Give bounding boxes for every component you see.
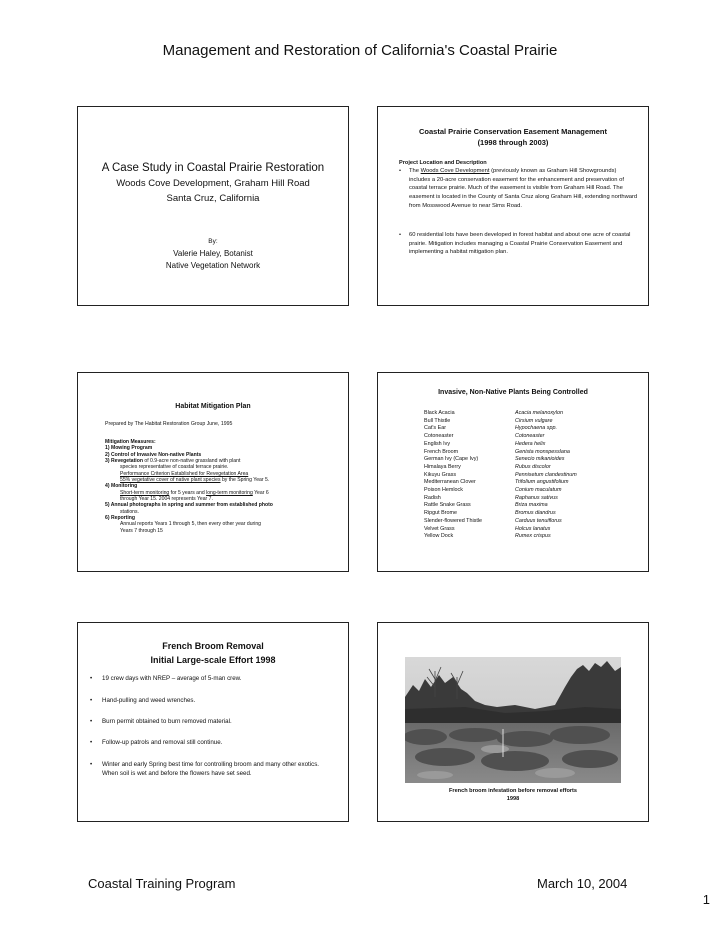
footer-program: Coastal Training Program [88,876,236,891]
plant-scientific-name: Holcus lanatus [515,525,551,532]
plant-common-name: Cotoneaster [424,433,454,440]
measure-3-line2: species representative of coastal terrace prairie. [120,464,229,471]
plant-row [424,533,577,541]
broom-infestation-photo [405,657,621,783]
plant-common-name: Bull Thistle [424,417,451,424]
plant-common-name: Yellow Dock [424,533,454,540]
slide-easement-management [377,106,649,306]
plant-scientific-name: Raphanus sativus [515,494,558,501]
slide-french-broom-removal [77,622,349,822]
measure-4: 4) Monitoring [105,483,138,490]
measure-text: Year 6 [252,489,269,496]
measure-3-criterion: Performance Criterion Established for Revegetation Area [120,470,249,477]
plant-row [424,502,577,510]
plant-scientific-name: Trifolium angustifolium [515,479,569,486]
plant-row [424,479,577,487]
plant-scientific-name: Cirsium vulgare [515,417,553,424]
plant-scientific-name: Hypochaena spp. [515,425,557,432]
measure-6-line3: Years 7 through 15 [120,527,163,534]
plant-common-name: French Broom [424,448,459,455]
plant-row [424,495,577,503]
measures-label: Mitigation Measures: [105,439,156,445]
slide1-author: Valerie Haley, Botanist [173,249,253,258]
plant-common-name: Cat's Ear [424,425,446,432]
slide3-prepared-by: Prepared by The Habitat Restoration Group June, 1995 [105,421,233,427]
photo-caption-line1: French broom infestation before removal efforts [448,788,578,794]
slide2-title-line1: Coastal Prairie Conservation Easement Management [419,127,607,136]
slide5-bullet: • Hand-pulling and weed wrenches. [90,697,335,706]
measure-1: 1) Mowing Program [105,445,153,452]
page-number: 1 [702,892,710,907]
slide2-title-line2: (1998 through 2003) [477,138,549,147]
plant-scientific-name: Acacia melanoxylon [515,410,563,416]
page-title: Management and Restoration of California's Coastal Prairie [162,42,558,59]
photo-caption [378,787,648,803]
plant-row [424,472,577,480]
plant-common-name: Ripgut Brome [424,510,457,517]
plant-scientific-name: Rumex crispus [515,533,551,540]
plant-row [424,510,577,518]
plant-row [424,464,577,472]
plant-row [424,526,577,534]
plant-scientific-name: Senecio mikanioides [515,456,565,463]
measure-number: 3) [105,458,111,465]
slide5-bullet: • 19 crew days with NREP – average of 5-man crew. [90,675,335,684]
slide1-by-label: By: [208,238,218,245]
plant-scientific-name: Carduus tenuiflorus [515,517,562,524]
plant-scientific-name: Rubus discolor [515,463,551,470]
measure-text: of 0.9-acre non-native grassland with plant [142,458,241,465]
slide-invasive-plants [377,372,649,572]
plant-row [424,418,577,426]
slide3-title: Habitat Mitigation Plan [175,403,251,410]
measure-name: Revegetation [110,458,143,465]
plant-scientific-name: Hedera helix [515,440,546,447]
plant-common-name: Mediterranean Clover [424,479,476,486]
measure-2: 2) Control of Invasive Non-native Plants [105,451,202,458]
criterion-text: by the Spring Year 5. [220,477,270,484]
slide2-section-heading: Project Location and Description [399,160,487,166]
plant-row [424,456,577,464]
plant-common-name: Velvet Grass [424,525,455,532]
photo-caption-line2: 1998 [506,796,520,802]
bullet-text: (previously known as Graham Hill Showgrounds) includes a 20-acre conservation easement for the enhancement and preservation of coastal terrace prairie. Much of the easement is visible from Graham Hill Road. The easement is located in the County of Santa Cruz along Graham Hill, extending northward from Mosswood Avenue to near Sims Road. [409,168,638,209]
plant-row [424,487,577,495]
measure-4-line3: through Year 15. 2004 represents Year 7. [120,496,213,503]
plant-row [424,425,577,433]
slide5-bullet: • Follow-up patrols and removal still continue. [90,739,335,748]
slide1-title: A Case Study in Coastal Prairie Restoration [101,162,325,174]
measure-6-line2: Annual reports Years 1 through 5, then every other year during [120,521,262,528]
slide1-organization: Native Vegetation Network [165,261,261,270]
plant-table [424,410,577,541]
plant-common-name: Rattle Snake Grass [424,502,471,509]
long-term-label: long-term monitoring [206,489,253,496]
slide1-subtitle-city: Santa Cruz, California [166,193,260,204]
plant-row [424,410,577,418]
plant-row [424,441,577,449]
plant-scientific-name: Conium maculatum [515,487,562,494]
slide-broom-photo [377,622,649,822]
plant-scientific-name: Pennisetum clandestinum [515,471,577,478]
bullet-text: The [409,168,421,174]
measure-text: for 5 years and [169,489,207,496]
slide2-bullet-location [399,167,639,211]
slide4-title: Invasive, Non-Native Plants Being Controlled [438,389,588,396]
plant-common-name: Kikuyu Grass [424,471,457,478]
plant-common-name: Slender-flowered Thistle [424,517,483,524]
plant-scientific-name: Briza maxima [515,502,548,509]
slide-title [77,106,349,306]
slide2-bullet-lots: • 60 residential lots have been developed in forest habitat and about one acre of coastal prairie. Mitigation includes managing a Coastal Prairie Conservation Easement and implementing a habitat mitigation plan. [399,231,639,257]
plant-common-name: Radish [424,494,441,501]
footer-date: March 10, 2004 [537,876,628,891]
slide2-title [378,126,648,148]
slide5-bullet: • Burn permit obtained to burn removed material. [90,718,335,727]
plant-row [424,433,577,441]
plant-scientific-name: Bromus diandrus [515,510,556,517]
criterion-value: 55% vegetative cover of native plant species [120,477,221,484]
plant-common-name: English Ivy [424,440,451,447]
slide5-title-line1: French Broom Removal [162,641,264,651]
plant-row [424,449,577,457]
measure-5-text: 5) Annual photographs in spring and summer from established photo [105,502,273,509]
slide5-title [78,639,348,667]
plant-scientific-name: Cotoneaster [515,433,545,440]
plant-common-name: German Ivy (Cape Ivy) [424,456,479,463]
plant-row [424,518,577,526]
short-term-label: Short-term monitoring [120,489,170,496]
measure-6: 6) Reporting [105,515,135,522]
plant-common-name: Himalaya Berry [424,463,461,470]
slide1-subtitle-location: Woods Cove Development, Graham Hill Road [116,178,310,189]
woods-cove-development-link: Woods Cove Development [420,168,490,174]
plant-scientific-name: Genista monspesslana [515,448,570,455]
plant-common-name: Black Acacia [424,410,455,416]
slide5-title-line2: Initial Large-scale Effort 1998 [150,655,276,665]
mitigation-measures-list [105,439,327,534]
plant-common-name: Poison Hemlock [424,487,463,494]
measure-5-line2: stations. [120,508,139,515]
slide-habitat-mitigation-plan [77,372,349,572]
slide5-bullet: • Winter and early Spring best time for controlling broom and many other exotics. When soil is wet and before the flowers have set seed. [90,761,335,779]
